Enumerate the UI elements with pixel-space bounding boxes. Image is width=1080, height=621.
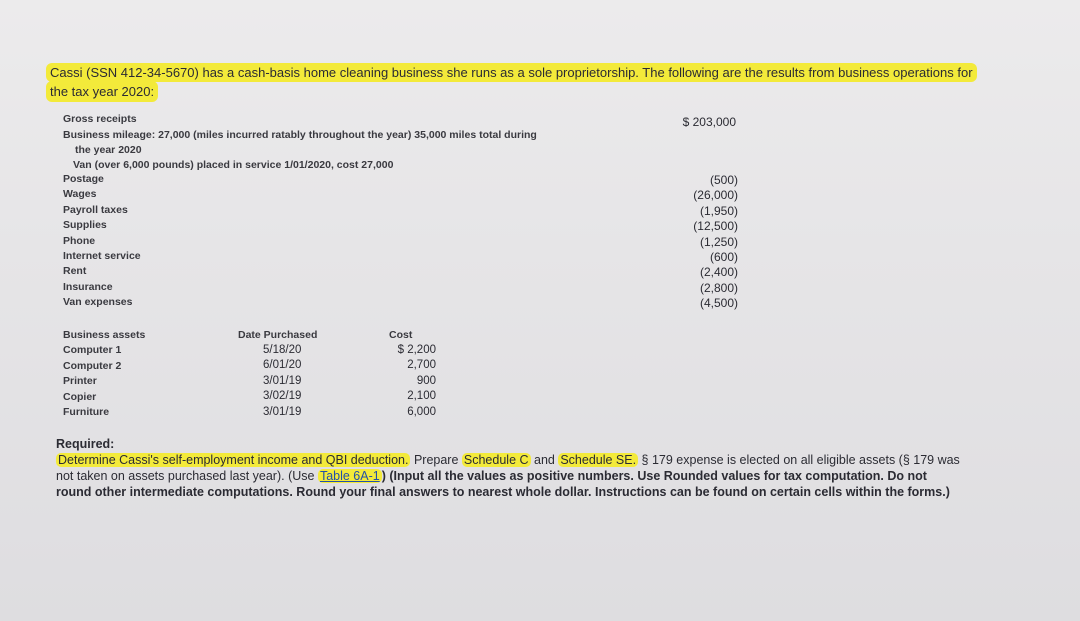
required-task-highlight: Determine Cassi's self-employment income and QBI deduction.: [58, 453, 409, 467]
expense-value: (2,800): [699, 280, 738, 295]
asset-name: Copier: [63, 390, 97, 403]
gross-receipts-value: $ 203,000: [682, 115, 736, 129]
required-text: and: [530, 453, 559, 467]
required-line-2: [56, 468, 960, 484]
mileage-line-2: the year 2020: [75, 144, 142, 156]
expense-value: (4,500): [699, 296, 738, 311]
van-line: Van (over 6,000 pounds) placed in service 1/01/2020, cost 27,000: [73, 159, 394, 171]
intro-line-1: Cassi (SSN 412-34-5670) has a cash-basis home cleaning business she runs as a sole proprietorship. The following are the results from business operations for: [46, 63, 977, 82]
required-line-1: [56, 452, 960, 468]
expense-label: Wages: [63, 188, 97, 201]
expense-label-list: [63, 172, 141, 311]
required-text: § 179 expense is elected on all eligible assets (§ 179 was: [638, 453, 960, 467]
asset-cost: 2,700: [407, 359, 436, 372]
asset-date: 3/01/19: [263, 374, 302, 387]
asset-cost: 900: [416, 374, 436, 387]
expense-label: Insurance: [63, 280, 113, 293]
asset-name: Computer 2: [63, 359, 122, 372]
gross-receipts-label: Gross receipts: [63, 113, 137, 125]
asset-date: 3/01/19: [263, 405, 302, 418]
schedule-c-highlight: Schedule C: [463, 453, 529, 467]
asset-cost: $ 2,200: [397, 344, 436, 356]
expense-label: Van expenses: [63, 296, 133, 309]
assets-name-column: [63, 328, 145, 420]
asset-date: 6/01/20: [263, 359, 302, 372]
asset-name: Printer: [63, 375, 97, 388]
assets-header-cost: Cost: [389, 329, 413, 341]
assets-cost-column: [378, 343, 436, 420]
expense-value: (12,500): [693, 219, 738, 234]
required-section: [56, 436, 960, 500]
expense-value: (1,250): [699, 234, 738, 249]
asset-name: Computer 1: [63, 344, 122, 357]
required-text: not taken on assets purchased last year). (Use: [56, 469, 318, 483]
table-6a-1-link[interactable]: Table 6A-1: [319, 469, 380, 483]
expense-value: (600): [709, 250, 738, 265]
required-instructions: ) (Input all the values as positive numbers. Use Rounded values for tax computation. Do not: [381, 469, 927, 483]
schedule-se-highlight: Schedule SE.: [560, 453, 637, 467]
expense-label: Payroll taxes: [63, 203, 128, 216]
required-line-3: round other intermediate computations. Round your final answers to nearest whole dollar. Instructions can be found on certain cells within the forms.): [56, 485, 950, 499]
expense-label: Supplies: [63, 219, 107, 232]
intro-paragraph: [46, 64, 977, 102]
asset-name: Furniture: [63, 406, 110, 419]
expense-value: (26,000): [693, 188, 738, 203]
asset-cost: 6,000: [407, 405, 436, 418]
expense-label: Internet service: [63, 250, 141, 263]
expense-value: (500): [709, 173, 738, 187]
expense-label: Rent: [63, 265, 87, 278]
assets-header-asset: Business assets: [63, 329, 146, 341]
assets-date-column: [263, 343, 301, 420]
required-heading: Required:: [56, 437, 115, 451]
expense-value-list: [670, 173, 738, 312]
asset-date: 5/18/20: [263, 344, 302, 356]
assets-header-date: Date Purchased: [238, 329, 318, 341]
asset-date: 3/02/19: [263, 390, 302, 403]
intro-line-2: the tax year 2020:: [46, 81, 158, 102]
asset-cost: 2,100: [407, 390, 436, 403]
expense-value: (2,400): [699, 265, 738, 280]
expense-value: (1,950): [699, 203, 738, 218]
mileage-line-1: Business mileage: 27,000 (miles incurred ratably throughout the year) 35,000 miles total during: [63, 129, 537, 141]
expense-label: Phone: [63, 234, 96, 247]
required-text: Prepare: [410, 453, 462, 467]
expense-label: Postage: [63, 173, 104, 185]
